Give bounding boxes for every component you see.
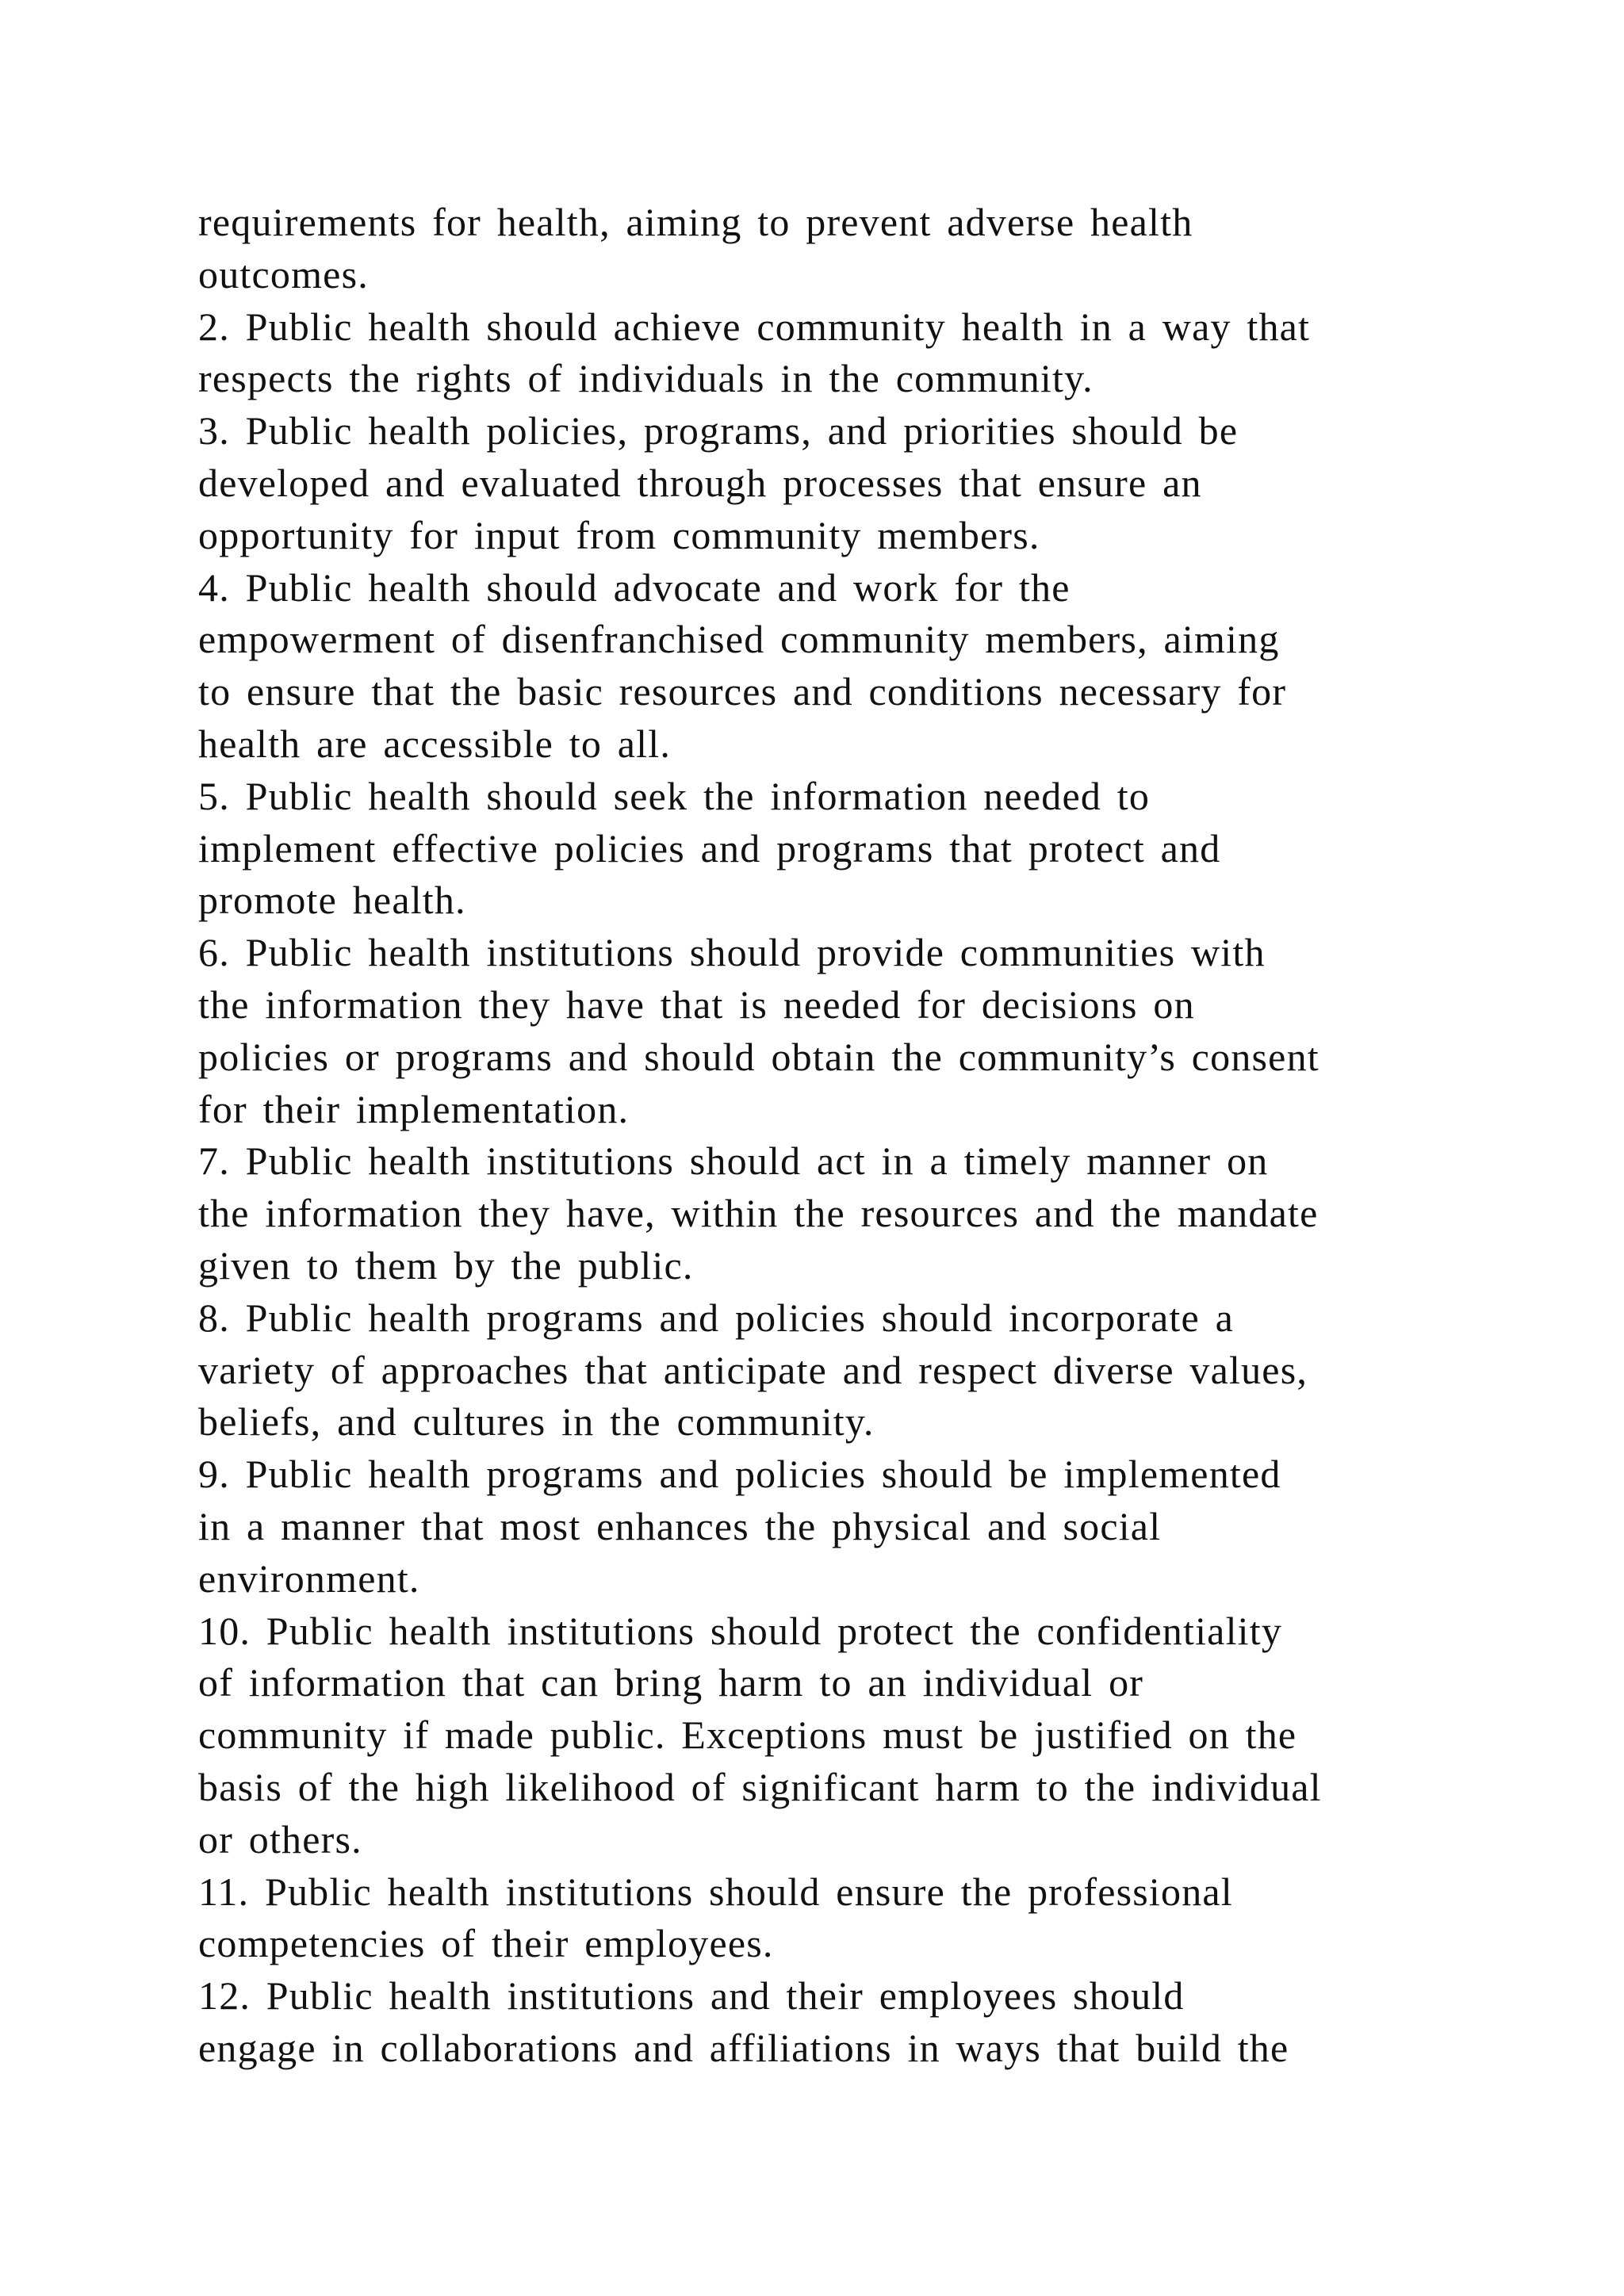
text-line: community if made public. Exceptions must be justified on the [198, 1712, 1297, 1758]
text-line: implement effective policies and programs that protect and [198, 825, 1221, 871]
text-line: 7. Public health institutions should act in a timely manner on [198, 1138, 1269, 1184]
text-line: 6. Public health institutions should provide communities with [198, 930, 1266, 975]
text-line: 4. Public health should advocate and work for the [198, 564, 1071, 610]
text-line: 3. Public health policies, programs, and priorities should be [198, 408, 1239, 453]
text-line: basis of the high likelihood of significant harm to the individual [198, 1764, 1322, 1809]
text-line: promote health. [198, 878, 466, 923]
text-line: engage in collaborations and affiliations in ways that build the [198, 2025, 1289, 2070]
text-line: 10. Public health institutions should protect the confidentiality [198, 1608, 1283, 1653]
text-line: developed and evaluated through processes that ensure an [198, 460, 1202, 505]
text-line: health are accessible to all. [198, 721, 672, 766]
text-line: to ensure that the basic resources and conditions necessary for [198, 669, 1287, 714]
text-line: beliefs, and cultures in the community. [198, 1399, 875, 1445]
text-line: opportunity for input from community members. [198, 512, 1040, 557]
text-line: 11. Public health institutions should ensure the professional [198, 1869, 1233, 1914]
text-line: the information they have, within the resources and the mandate [198, 1191, 1319, 1236]
text-line: of information that can bring harm to an individual or [198, 1660, 1144, 1705]
document-body [198, 197, 1483, 2075]
text-line: in a manner that most enhances the physical and social [198, 1503, 1162, 1548]
text-line: variety of approaches that anticipate and respect diverse values, [198, 1347, 1308, 1392]
text-line: respects the rights of individuals in the community. [198, 356, 1094, 401]
text-line: 9. Public health programs and policies should be implemented [198, 1452, 1281, 1497]
text-line: 5. Public health should seek the information needed to [198, 773, 1151, 818]
text-line: given to them by the public. [198, 1242, 694, 1288]
text-line: outcomes. [198, 251, 369, 297]
text-line: 2. Public health should achieve community health in a way that [198, 304, 1311, 349]
text-line: environment. [198, 1556, 420, 1601]
text-line: 8. Public health programs and policies should incorporate a [198, 1295, 1235, 1340]
text-line: competencies of their employees. [198, 1921, 774, 1966]
text-line: requirements for health, aiming to prevent adverse health [198, 200, 1193, 244]
text-line: the information they have that is needed for decisions on [198, 982, 1195, 1027]
text-line: or others. [198, 1816, 362, 1862]
text-line: empowerment of disenfranchised community members, aiming [198, 617, 1280, 662]
text-line: for their implementation. [198, 1086, 630, 1131]
text-line: 12. Public health institutions and their employees should [198, 1973, 1185, 2019]
text-line: policies or programs and should obtain the community’s consent [198, 1034, 1320, 1079]
